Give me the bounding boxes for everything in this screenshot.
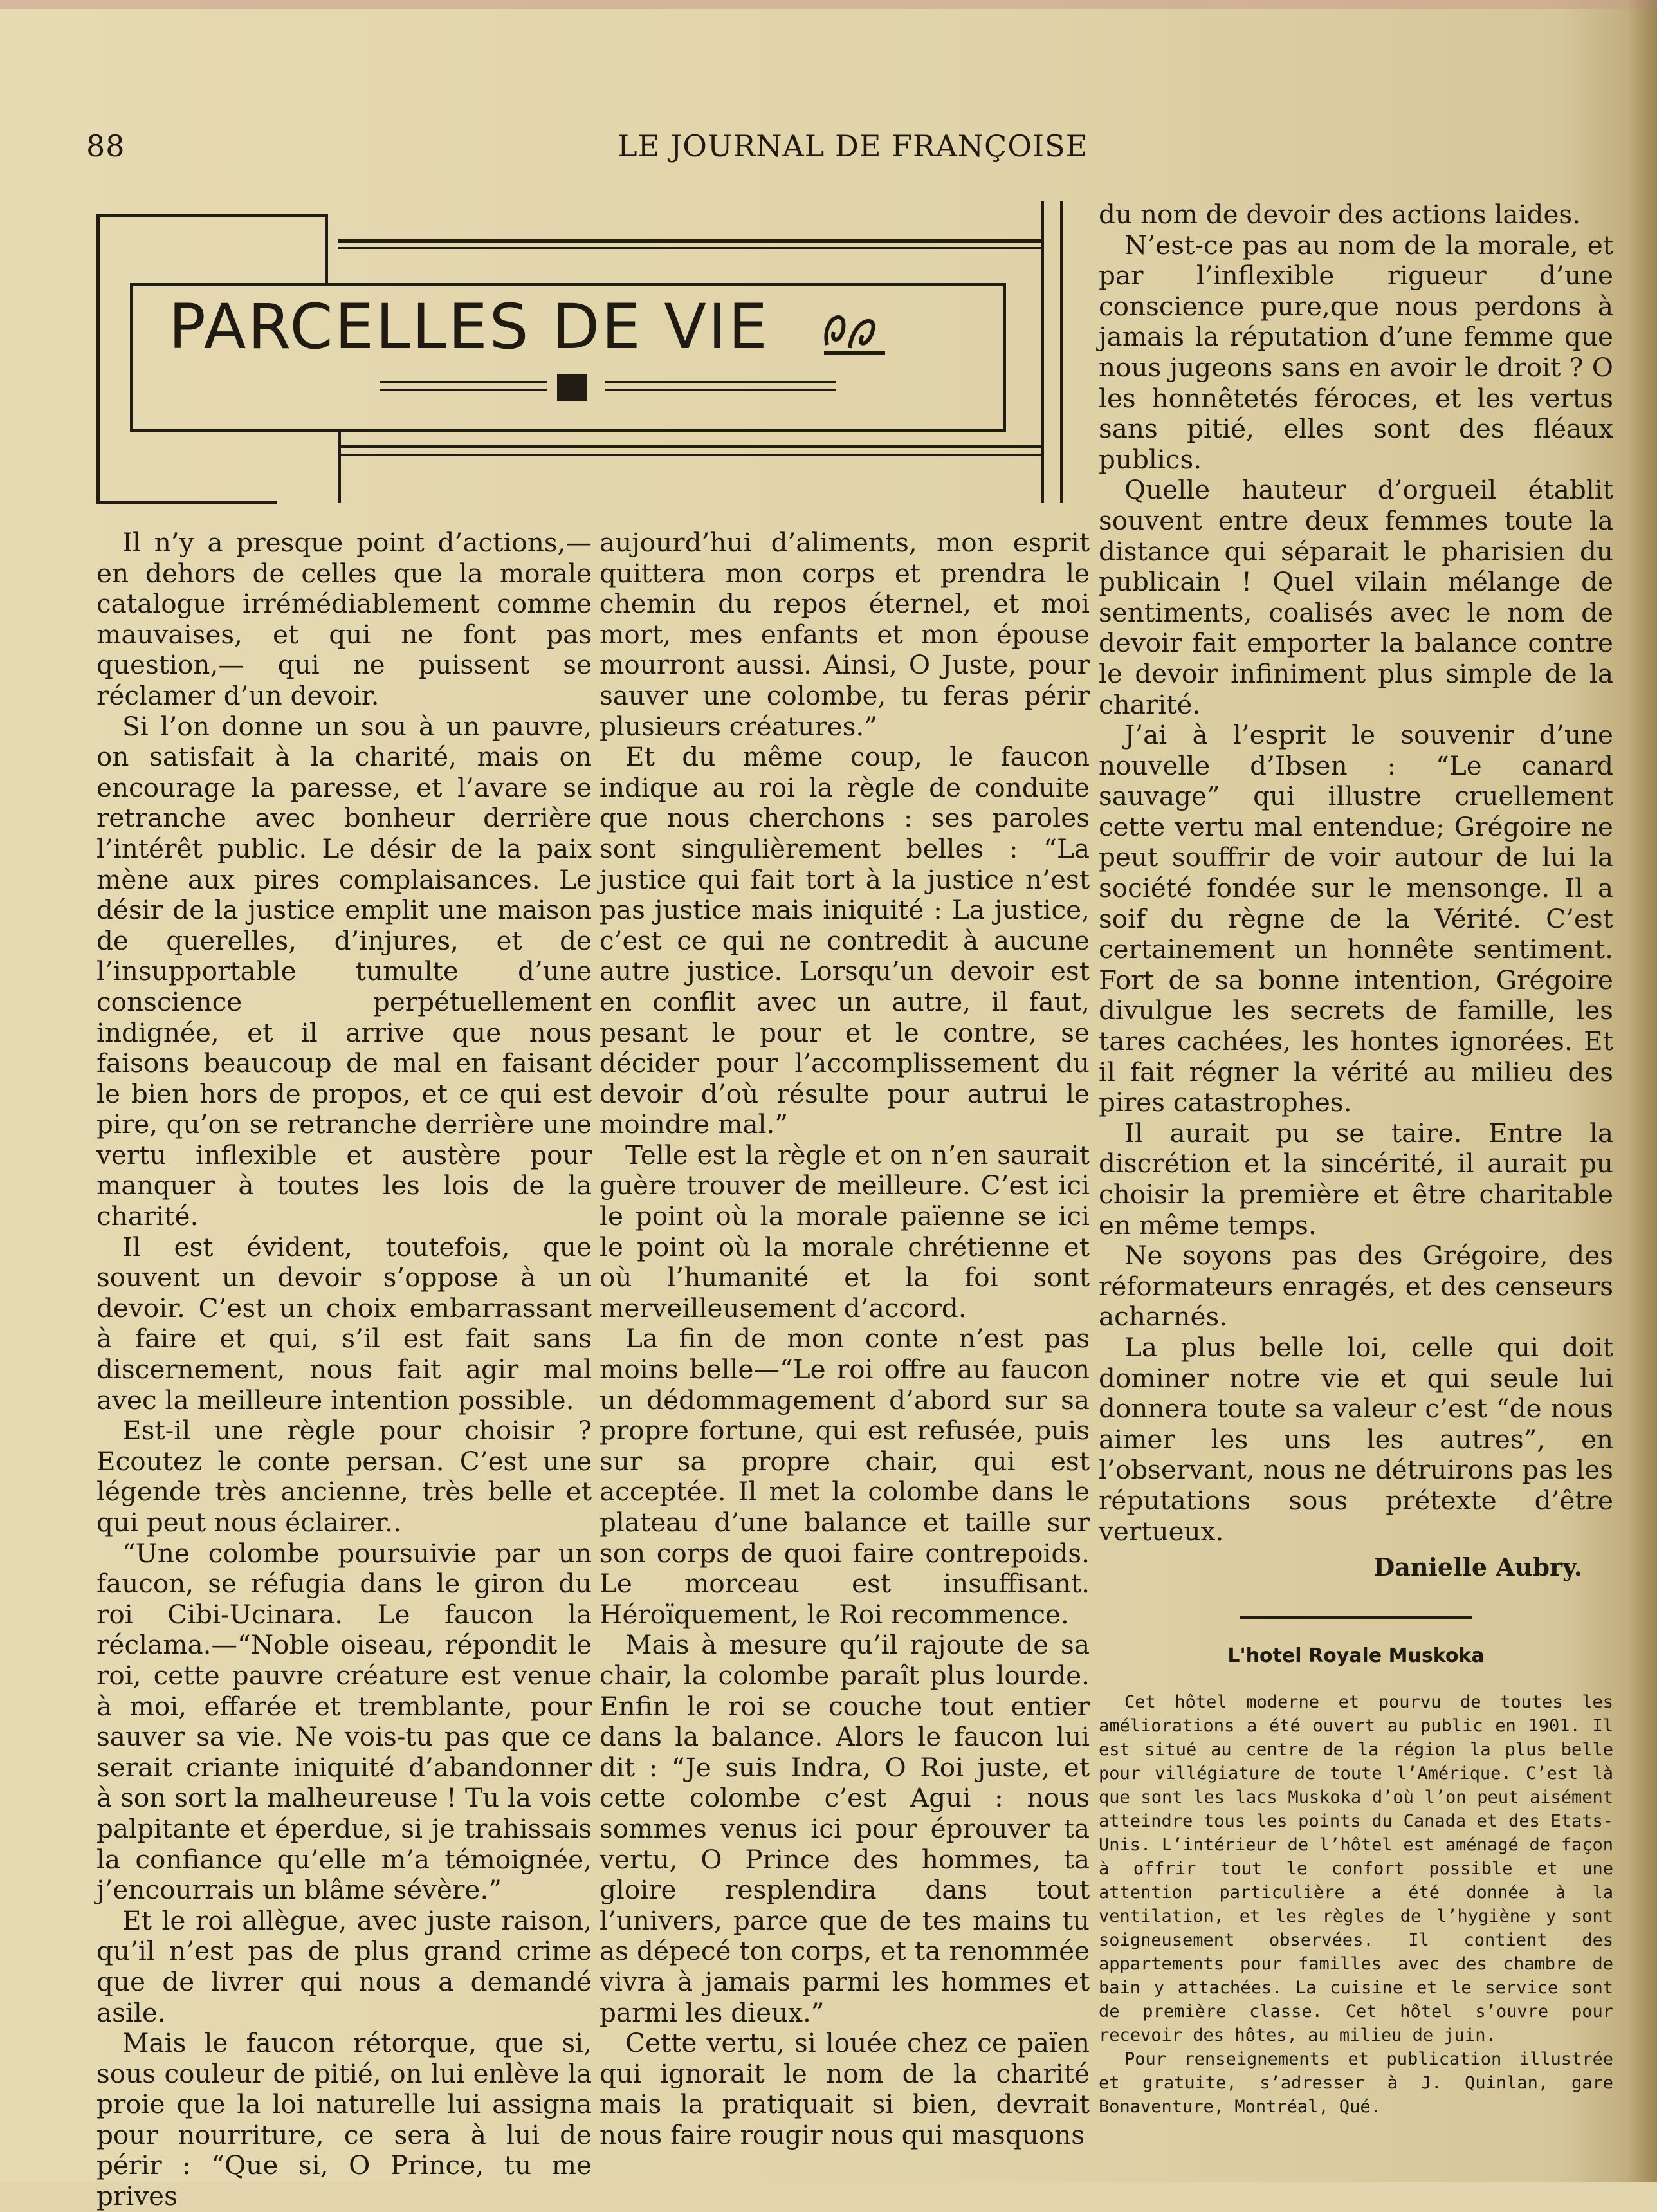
paragraph: Il est évident, toutefois, que souvent un devoir s’oppose à un devoir. C’est un choix embarrassant à faire et qui, s’il est fait sans discernement, nous fait agir mal avec la meilleure intention possible. xyxy=(96,1231,592,1415)
notice-body xyxy=(1099,1690,1613,2119)
paragraph: Ne soyons pas des Grégoire, des réformateurs enragés, et des censeurs acharnés. xyxy=(1099,1240,1613,1332)
paragraph: aujourd’hui d’aliments, mon esprit quittera mon corps et prendra le chemin du repos éternel, et moi mort, mes enfants et mon épouse mourront aussi. Ainsi, O Juste, pour sauver une colombe, tu feras périr plusieurs créatures.” xyxy=(600,527,1090,742)
ornament-icon xyxy=(814,293,898,364)
journal-title: LE JOURNAL DE FRANÇOISE xyxy=(618,129,1088,163)
paragraph: N’est-ce pas au nom de la morale, et par l’inflexible rigueur d’une conscience pure,que nous perdons à jamais la réputation d’une femme que nous jugeons sans en avoir le droit ? O les honnêtetés féroces, et les vertus sans pitié, elles sont des fléaux publics. xyxy=(1099,229,1613,475)
section-divider xyxy=(1240,1616,1472,1619)
article-column-left xyxy=(96,528,592,2212)
paragraph: Et du même coup, le faucon indique au roi la règle de conduite que nous cherchons : ses paroles sont singulièrement belles : “La justice qui fait tort à la justice n’est pas justice mais iniquité : La justice, c’est ce qui ne contredit à aucune autre justice. Lorsqu’un devoir est en conflit avec un autre, il faut, pesant le pour et le contre, se décider pour l’accomplissement du devoir d’où résulte pour autrui le moindre mal.” xyxy=(600,741,1090,1140)
paragraph: Il aurait pu se taire. Entre la discrétion et la sincérité, il aurait pu choisir la première et être charitable en même temps. xyxy=(1099,1117,1613,1240)
article-column-middle xyxy=(600,528,1090,2150)
page-number: 88 xyxy=(86,129,125,163)
article-title: PARCELLES DE VIE xyxy=(169,291,769,363)
paragraph: Cette vertu, si louée chez ce païen qui ignorait le nom de la charité mais la pratiquait si bien, devrait nous faire rougir nous qui masquons xyxy=(600,2027,1090,2150)
page-top-edge xyxy=(0,0,1657,9)
article-column-right xyxy=(1099,199,1613,2119)
paragraph: Et le roi allègue, avec juste raison, qu’il n’est pas de plus grand crime que de livrer qui nous a demandé asile. xyxy=(96,1904,592,2028)
notice-paragraph: Cet hôtel moderne et pourvu de toutes les améliorations a été ouvert au public en 1901. Il est situé au centre de la région la plus belle pour villégiature de toute l’Amérique. C’est là que sont les lacs Muskoka d’où l’on peut aisément atteindre tous les points du Canada et des Etats-Unis. L’intérieur de l’hôtel est aménagé de façon à offrir tout le confort possible et une attention particulière a été donnée à la ventilation, et les règles de l’hygiène y sont soigneusement observées. Il contient des appartements pour familles avec des chambre de bain y attachées. La cuisine et le service sont de première classe. Cet hôtel s’ouvre pour recevoir des hôtes, au milieu de juin. xyxy=(1099,1692,1613,2046)
paragraph: “Une colombe poursuivie par un faucon, se réfugia dans le giron du roi Cibi-Ucinara. Le faucon la réclama.—“Noble oiseau, répondit le roi, cette pauvre créature est venue à moi, effarée et tremblante, pour sauver sa vie. Ne vois-tu pas que ce serait criante iniquité d’abandonner à son sort la malheureuse ! Tu la vois palpitante et éperdue, si je trahissais la confiance qu’elle m’a témoignée, j’encourrais un blâme sévère.” xyxy=(96,1537,592,1906)
paragraph: J’ai à l’esprit le souvenir d’une nouvelle d’Ibsen : “Le canard sauvage” qui illustre cruellement cette vertu mal entendue; Grégoire ne peut souffrir de voir autour de lui la société fondée sur le mensonge. Il a soif du règne de la Vérité. C’est certainement un honnête sentiment. Fort de sa bonne intention, Grégoire divulgue les secrets de famille, les tares cachées, les hontes ignorées. Et il fait régner la vérité au milieu des pires catastrophes. xyxy=(1099,719,1613,1118)
paragraph: du nom de devoir des actions laides. xyxy=(1099,199,1581,230)
paragraph: Si l’on donne un sou à un pauvre, on satisfait à la charité, mais on encourage la paresse, et l’avare se retranche avec bonheur derrière l’intérêt public. Le désir de la paix mène aux pires complaisances. Le désir de la justice emplit une maison de querelles, d’injures, et de l’insupportable tumulte d’une conscience perpétuellement indignée, et il arrive que nous faisons beaucoup de mal en faisant le bien hors de propos, et ce qui est pire, qu’on se retranche derrière une vertu inflexible et austère pour manquer à toutes les lois de la charité. xyxy=(96,710,592,1232)
paragraph: Telle est la règle et on n’en saurait guère trouver de meilleure. C’est ici le point où la morale païenne se ici le point où la morale chrétienne et où l’humanité et la foi sont merveilleusement d’accord. xyxy=(600,1139,1090,1323)
paragraph: Quelle hauteur d’orgueil établit souvent entre deux femmes toute la distance qui séparait le pharisien du publicain ! Quel vilain mélange de sentiments, coalisés avec le nom de devoir fait emporter la balance contre le devoir infiniment plus simple de la charité. xyxy=(1099,474,1613,720)
paragraph: La fin de mon conte n’est pas moins belle—“Le roi offre au faucon un dédommagement d’abord sur sa propre fortune, qui est refusée, puis sur sa propre chair, qui est acceptée. Il met la colombe dans le plateau d’une balance et taille sur son corps de quoi faire contrepoids. Le morceau est insuffisant. Héroïquement, le Roi recommence. xyxy=(600,1323,1090,1630)
paragraph: Mais à mesure qu’il rajoute de sa chair, la colombe paraît plus lourde. Enfin le roi se couche tout entier dans la balance. Alors le faucon lui dit : “Je suis Indra, O Roi juste, et cette colombe c’est Agui : nous sommes venus ici pour éprouver ta vertu, O Prince des hommes, ta gloire resplendira dans tout l’univers, parce que de tes mains tu as dépecé ton corps, et ta renommée vivra à jamais parmi les hommes et parmi les dieux.” xyxy=(600,1629,1090,2028)
author-signature: Danielle Aubry. xyxy=(1373,1553,1582,1582)
page-gutter-shadow xyxy=(1627,0,1657,2182)
paragraph: Est-il une règle pour choisir ? Ecoutez le conte persan. C’est une légende très ancienne, très belle et qui peut nous éclairer.. xyxy=(96,1415,592,1538)
paragraph: Mais le faucon rétorque, que si, sous couleur de pitié, on lui enlève la proie que la loi naturelle lui assigna pour nourriture, ce sera à lui de périr : “Que si, O Prince, tu me prives xyxy=(96,2027,592,2212)
notice-paragraph: Pour renseignements et publication illustrée et gratuite, s’adresser à J. Quinlan, gare Bonaventure, Montréal, Qué. xyxy=(1099,2049,1613,2117)
notice-title: L'hotel Royale Muskoka xyxy=(1227,1644,1485,1667)
paragraph: Il n’y a presque point d’actions,— en dehors de celles que la morale catalogue irrémédiablement comme mauvaises, et qui ne font pas question,— qui ne puissent se réclamer d’un devoir. xyxy=(96,527,592,711)
paragraph: La plus belle loi, celle qui doit dominer notre vie et qui seule lui donnera toute sa valeur c’est “de nous aimer les uns les autres”, en l’observant, nous ne détruirons pas les réputations sous prétexte d’être vertueux. xyxy=(1099,1331,1613,1547)
